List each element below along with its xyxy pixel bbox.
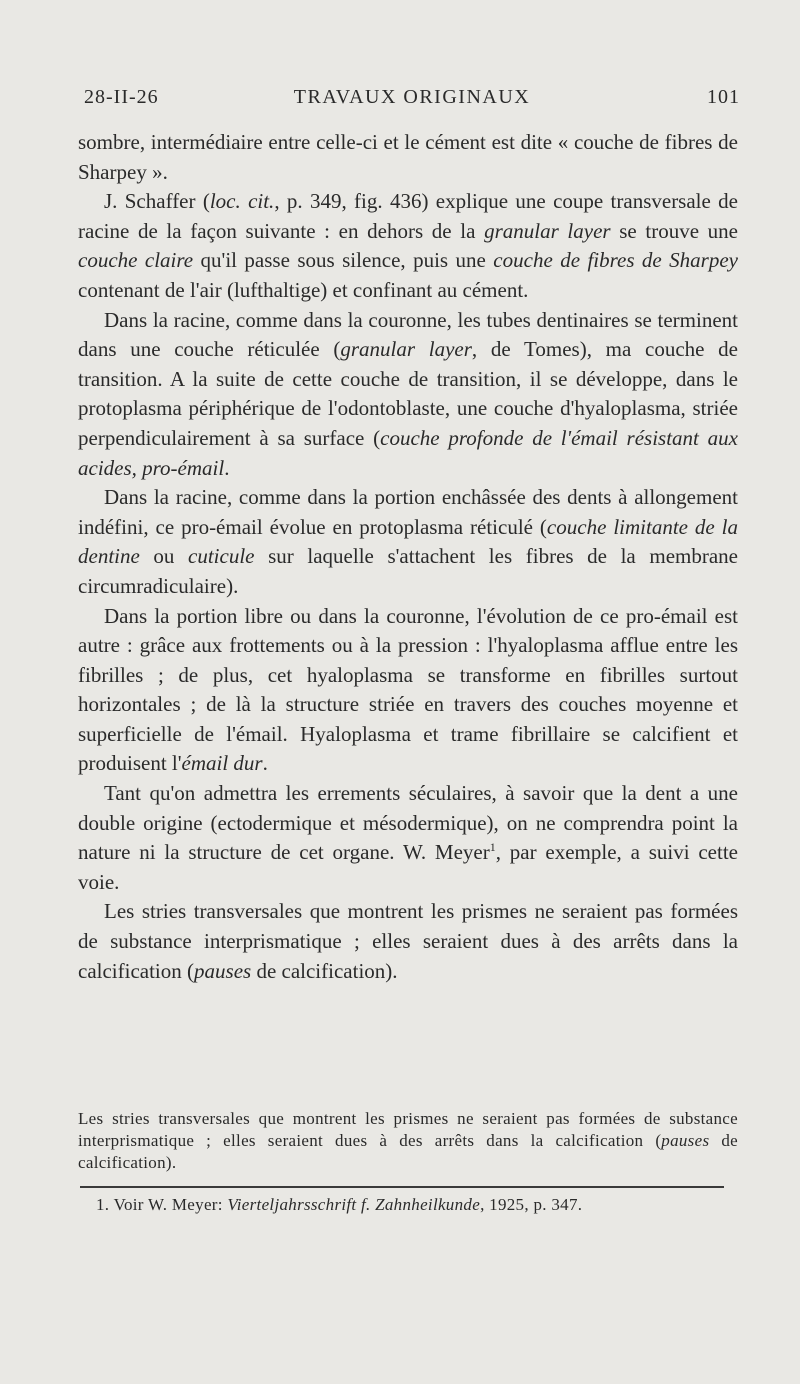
running-header: [84, 86, 740, 116]
paragraph-3: Dans la racine, comme dans la couronne, les tubes dentinaires se terminent dans une couche réticulée (granular layer, de Tomes), ma couche de transition. A la suite de cette couche de transition, il se développe, dans le protoplasma périphérique de l'odontoblaste, une couche d'hyaloplasma, striée perpendiculairement à sa surface (couche profonde de l'émail résistant aux acides, pro-émail.: [78, 307, 739, 480]
paragraph-7: Les stries transversales que montrent les prismes ne seraient pas formées de substance interprismatique ; elles seraient dues à des arrêts dans la calcification (pauses de calcification).: [78, 899, 738, 983]
footnote: 1. Voir W. Meyer: Vierteljahrsschrift f. Zahnheilkunde, 1925, p. 347.: [96, 1195, 583, 1214]
paragraph-4: Dans la racine, comme dans la portion enchâssée des dents à allongement indéfini, ce pro-émail évolue en protoplasma réticulé (couche limitante de la dentine ou cuticule sur laquelle s'attachent les fibres de la membrane circumradiculaire).: [78, 485, 738, 598]
footnote-marker: 1: [489, 840, 496, 855]
paragraph-5: Dans la portion libre ou dans la couronne, l'évolution de ce pro-émail est autre : grâce aux frottements ou à la pression : l'hyaloplasma afflue entre les fibrilles ; de plus, cet hyaloplasma se transforme en fibrilles surtout horizontales ; de là la structure striée en travers des couches moyenne et superficielle de l'émail. Hyaloplasma et trame fibrillaire se calcifient et produisent l'émail dur.: [78, 603, 738, 776]
footnote-rule: [80, 1186, 724, 1188]
header-date: 28-II-26: [84, 86, 159, 108]
header-title: TRAVAUX ORIGINAUX: [293, 86, 531, 108]
page-number: 101: [707, 86, 740, 108]
paragraph-6: Tant qu'on admettra les errements séculaires, à savoir que la dent a une double origine (ectodermique et mésodermique), on ne comprendra point la nature ni la structure de cet organe. W. Meyer$^1$, par exemple, a suivi cette voie.: [78, 781, 738, 894]
small-print-note: Les stries transversales que montrent les prismes ne seraient pas formées de substance interprismatique ; elles seraient dues à des arrêts dans la calcification (pauses de calcification).: [78, 1109, 738, 1172]
body-text: [78, 128, 738, 986]
paragraph-1: sombre, intermédiaire entre celle-ci et le cément est dite « couche de fibres de Sharpey ».: [78, 130, 738, 184]
paragraph-2: J. Schaffer (loc. cit., p. 349, fig. 436) explique une coupe transversale de racine de la façon suivante : en dehors de la granular layer se trouve une couche claire qu'il passe sous silence, puis une couche de fibres de Sharpey contenant de l'air (lufthaltige) et confinant au cément.: [78, 189, 738, 302]
